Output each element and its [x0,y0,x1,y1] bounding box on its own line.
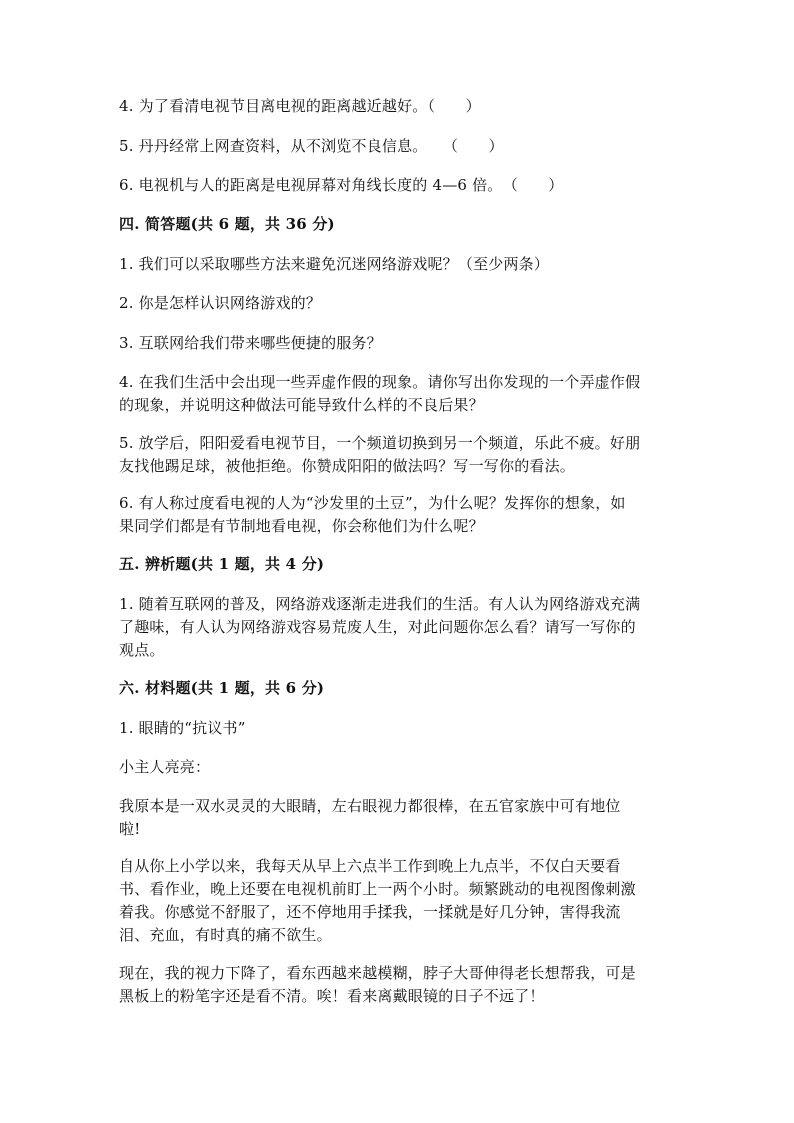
analysis-question-1-line-1: 1. 随着互联网的普及，网络游戏逐渐走进我们的生活。有人认为网络游戏充满 [119,595,641,613]
short-answer-question-4-line-2: 的现象，并说明这种做法可能导致什么样的不良后果？ [119,396,484,414]
letter-paragraph-3-line-1: 现在，我的视力下降了，看东西越来越模糊，脖子大哥伸得老长想帮我，可是 [119,964,636,982]
short-answer-question-6-line-2: 果同学们都是有节制地看电视，你会称他们为什么呢？ [119,517,484,535]
short-answer-question-5-line-2: 友找他踢足球，被他拒绝。你赞成阳阳的做法吗？写一写你的看法。 [119,457,576,475]
short-answer-question-3: 3. 互联网给我们带来哪些便捷的服务？ [119,334,382,352]
letter-paragraph-2-line-1: 自从你上小学以来，我每天从早上六点半工作到晚上九点半，不仅白天要看 [119,857,621,875]
letter-paragraph-1-line-1: 我原本是一双水灵灵的大眼睛，左右眼视力都很棒，在五官家族中可有地位 [119,797,621,815]
judgement-question-4: 4. 为了看清电视节目离电视的距离越近越好。（ ） [119,97,481,115]
analysis-question-1-line-2: 了趣味，有人认为网络游戏容易荒废人生，对此问题你怎么看？请写一写你的 [119,618,636,636]
material-question-1-title: 1. 眼睛的“抗议书” [119,719,246,737]
letter-salutation: 小主人亮亮： [119,758,211,776]
short-answer-question-5-line-1: 5. 放学后，阳阳爱看电视节目，一个频道切换到另一个频道，乐此不疲。好朋 [119,434,641,452]
short-answer-question-2: 2. 你是怎样认识网络游戏的？ [119,294,322,312]
short-answer-heading: 四. 简答题(共 6 题，共 36 分) [119,215,335,233]
letter-paragraph-2-line-4: 泪、充血，有时真的痛不欲生。 [119,926,332,944]
material-heading: 六. 材料题(共 1 题，共 6 分) [119,679,325,697]
short-answer-question-4-line-1: 4. 在我们生活中会出现一些弄虚作假的现象。请你写出你发现的一个弄虚作假 [119,373,641,391]
letter-paragraph-2-line-2: 书、看作业，晚上还要在电视机前盯上一两个小时。频繁跳动的电视图像刺激 [119,880,636,898]
analysis-heading: 五. 辨析题(共 1 题，共 4 分) [119,555,325,573]
letter-paragraph-2-line-3: 着我。你感觉不舒服了，还不停地用手揉我，一揉就是好几分钟，害得我流 [119,903,621,921]
short-answer-question-6-line-1: 6. 有人称过度看电视的人为“沙发里的土豆”，为什么呢？发挥你的想象，如 [119,494,626,512]
short-answer-question-1: 1. 我们可以采取哪些方法来避免沉迷网络游戏呢？（至少两条） [119,255,550,273]
judgement-question-6: 6. 电视机与人的距离是电视屏幕对角线长度的 4—6 倍。 （ ） [119,176,564,194]
judgement-question-5: 5. 丹丹经常上网查资料，从不浏览不良信息。 （ ） [119,137,504,155]
letter-paragraph-1-line-2: 啦! [119,820,141,838]
analysis-question-1-line-3: 观点。 [119,641,165,659]
letter-paragraph-3-line-2: 黑板上的粉笔字还是看不清。唉！看来离戴眼镜的日子不远了！ [119,987,545,1005]
